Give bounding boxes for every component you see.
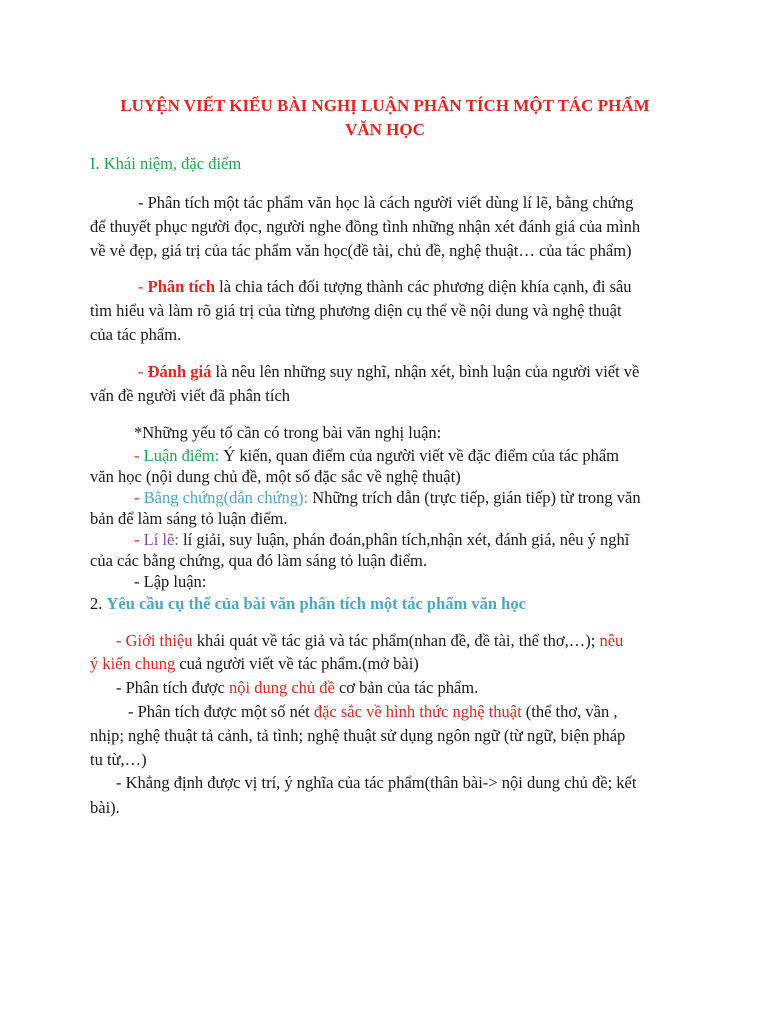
req-1-line-2 (90, 652, 419, 676)
para-2-line-3: của tác phẩm. (90, 325, 182, 344)
req-1-text-2: cuả người viết về tác phẩm.(mở bài) (175, 654, 419, 673)
luan-diem-text: Ý kiến, quan điểm của người viết về đặc điểm của tác phẩm (219, 446, 620, 465)
section-2-number: 2. (90, 594, 107, 613)
para-3-text: là nêu lên những suy nghĩ, nhận xét, bình luận của người viết về (211, 362, 640, 381)
elements-heading: *Những yếu tố cần có trong bài văn nghị luận: (134, 423, 442, 442)
req-4-line-1: - Khẳng định được vị trí, ý nghĩa của tác phẩm(thân bài-> nội dung chủ đề; kết (116, 773, 637, 792)
term-y-kien-chung: ý kiến chung (90, 654, 176, 673)
li-le-line-2: của các bằng chứng, qua đó làm sáng tỏ luận điểm. (90, 551, 428, 570)
para-3-line-2: vấn đề người viết đã phân tích (90, 386, 291, 405)
li-le-text: lí giải, suy luận, phán đoán,phân tích,nhận xét, đánh giá, nêu ý nghĩ (178, 530, 630, 549)
term-gioi-thieu: Giới thiệu (125, 631, 193, 650)
dash: - (138, 277, 148, 296)
para-1-line-1: - Phân tích một tác phẩm văn học là cách người viết dùng lí lẽ, bằng chứng (138, 193, 634, 212)
title-line-2: VĂN HỌC (345, 120, 425, 139)
req-3-text-1: - Phân tích được một số nét (128, 702, 314, 721)
term-bang-chung: Bằng chứng(dẫn chứng): (143, 488, 309, 507)
req-3-text-2: (thể thơ, vần , (521, 702, 618, 721)
term-dac-sac: đặc sắc về hình thức nghệ thuật (313, 702, 522, 721)
dash: - (116, 631, 126, 650)
lap-luan: - Lập luận: (134, 572, 207, 591)
section-1-heading: I. Khái niệm, đặc điểm (90, 154, 242, 173)
term-phan-tich: Phân tích (147, 277, 216, 296)
bang-chung-text: Những trích dẫn (trực tiếp, gián tiếp) từ trong văn (308, 488, 641, 507)
term-danh-gia: Đánh giá (147, 362, 212, 381)
para-2-line-2: tìm hiểu và làm rõ giá trị của từng phương diện cụ thể về nội dung và nghệ thuật (90, 301, 622, 320)
req-4-line-2: bài). (90, 798, 120, 817)
dash: - (134, 530, 144, 549)
section-2-heading (90, 592, 526, 616)
req-3-line-1 (128, 700, 617, 724)
term-noi-dung-chu-de: nội dung chủ đề (228, 678, 335, 697)
req-2-line-1 (116, 676, 478, 700)
bang-chung-line-2: bản để làm sáng tỏ luận điểm. (90, 509, 288, 528)
dash: - (134, 446, 144, 465)
term-luan-diem: Luận điểm: (143, 446, 220, 465)
title-line-1: LUYỆN VIẾT KIỂU BÀI NGHỊ LUẬN PHÂN TÍCH MỘT TÁC PHẨM (120, 96, 650, 115)
document-title (90, 94, 680, 142)
req-3-line-3: tu từ,…) (90, 750, 147, 769)
req-1-line-1 (116, 629, 623, 653)
req-3-line-2: nhịp; nghệ thuật tả cảnh, tả tình; nghệ thuật sử dụng ngôn ngữ (từ ngữ, biện pháp (90, 726, 626, 745)
section-2-text: Yêu cầu cụ thể của bài văn phân tích một tác phẩm văn học (106, 594, 526, 613)
luan-diem-line-2: văn học (nội dung chủ đề, một số đặc sắc về nghệ thuật) (90, 467, 461, 486)
req-2-text-2: cơ bản của tác phẩm. (334, 678, 479, 697)
para-2-line-1 (138, 275, 632, 299)
term-li-le: Lí lẽ: (143, 530, 179, 549)
req-2-text-1: - Phân tích được (116, 678, 229, 697)
para-3-line-1 (138, 360, 639, 384)
para-1-line-2: để thuyết phục người đọc, người nghe đồng tình những nhận xét đánh giá của mình (90, 217, 641, 236)
dash: - (134, 488, 144, 507)
para-1-line-3: về vẻ đẹp, giá trị của tác phẩm văn học(đề tài, chủ đề, nghệ thuật… của tác phẩm) (90, 241, 632, 260)
term-neu: nêu (599, 631, 624, 650)
para-2-text: là chia tách đối tượng thành các phương diện khía cạnh, đi sâu (215, 277, 632, 296)
req-1-text: khái quát về tác giả và tác phẩm(nhan đề, đề tài, thể thơ,…); (192, 631, 600, 650)
dash: - (138, 362, 148, 381)
